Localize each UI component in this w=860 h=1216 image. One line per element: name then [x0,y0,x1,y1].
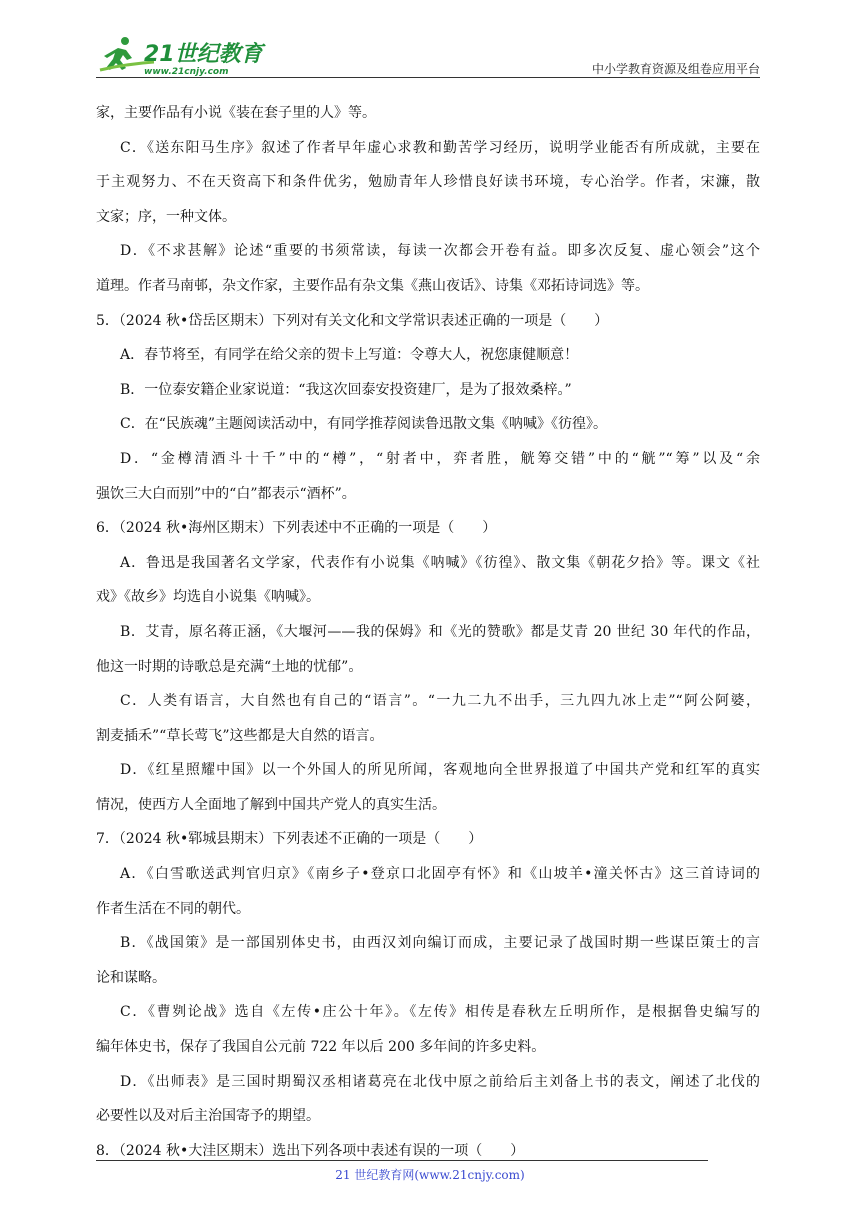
option-c: C．《送东阳马生序》叙述了作者早年虚心求教和勤苦学习经历，说明学业能否有所成就，主要在 [120,139,760,156]
option-b: B．艾青，原名蒋正涵，《大堰河——我的保姆》和《光的赞歌》都是艾青 20 世纪 30 年代的作品， [120,623,760,640]
header-divider [96,77,760,78]
option-b: B．一位泰安籍企业家说道：“我这次回泰安投资建厂，是为了报效桑梓。” [120,381,572,398]
text-line: 文家；序，一种文体。 [96,208,236,225]
question-8: 8．（2024 秋•大洼区期末）选出下列各项中表述有误的一项（ ） [96,1142,525,1159]
text-line: 编年体史书，保存了我国自公元前 722 年以后 200 多年间的许多史料。 [96,1039,546,1056]
question-6: 6．（2024 秋•海州区期末）下列表述中不正确的一项是（ ） [96,520,497,537]
text-line: 割麦插禾”“草长莺飞”这些都是大自然的语言。 [96,727,384,744]
option-d: D．“金樽清酒斗十千”中的“樽”，“射者中，弈者胜，觥筹交错”中的“觥”“筹”以及“余 [120,450,760,467]
option-c: C．人类有语言，大自然也有自己的“语言”。“一九二九不出手，三九四九冰上走”“阿公阿婆， [120,693,760,710]
option-a: A．春节将至，有同学在给父亲的贺卡上写道：令尊大人，祝您康健顺意！ [120,347,579,364]
svg-text:21世纪教育: 21世纪教育 [144,42,263,67]
option-d: D．《红星照耀中国》以一个外国人的所见所闻，客观地向全世界报道了中国共产党和红军的真实 [120,762,760,779]
document-body [96,96,760,1168]
text-line: 论和谋略。 [96,969,166,986]
option-c: C．在“民族魂”主题阅读活动中，有同学推荐阅读鲁迅散文集《呐喊》《彷徨》。 [120,416,608,433]
text-line: 家，主要作品有小说《装在套子里的人》等。 [96,105,376,121]
option-a: A．《白雪歌送武判官归京》《南乡子•登京口北固亭有怀》和《山坡羊•潼关怀古》这三首诗词的 [120,866,760,883]
page-header [96,30,760,80]
option-a: A．鲁迅是我国著名文学家，代表作有小说集《呐喊》《彷徨》、散文集《朝花夕拾》等。课文《社 [120,554,760,571]
option-d: D．《不求甚解》论述“重要的书须常读，每读一次都会开卷有益。即多次反复、虚心领会”这个 [120,243,760,260]
text-line: 道理。作者马南邨，杂文作家，主要作品有杂文集《燕山夜话》、诗集《邓拓诗词选》等。 [96,277,649,294]
text-line: 强饮三大白而别”中的“白”都表示“酒杯”。 [96,485,356,502]
text-line: 必要性以及对后主治国寄予的期望。 [96,1108,320,1125]
page-footer: 21 世纪教育网(www.21cnjy.com) [335,1168,525,1182]
svg-text:www.21cnjy.com: www.21cnjy.com [144,67,229,77]
option-c: C．《曹刿论战》选自《左传•庄公十年》。《左传》相传是春秋左丘明所作，是根据鲁史编写的 [120,1004,760,1021]
footer-divider [96,1160,708,1161]
text-line: 作者生活在不同的朝代。 [96,900,250,917]
text-line: 于主观努力、不在天资高下和条件优劣，勉励青年人珍惜良好读书环境，专心治学。作者，宋濂，散 [96,174,760,191]
text-line: 戏》《故乡》均选自小说集《呐喊》。 [96,589,320,606]
text-line: 情况，使西方人全面地了解到中国共产党人的真实生活。 [96,796,446,813]
option-b: B．《战国策》是一部国别体史书，由西汉刘向编订而成，主要记录了战国时期一些谋臣策士的言 [120,935,760,952]
text-line: 他这一时期的诗歌总是充满“土地的忧郁”。 [96,658,363,675]
option-d: D．《出师表》是三国时期蜀汉丞相诸葛亮在北伐中原之前给后主刘备上书的表文，阐述了北伐的 [120,1073,760,1090]
platform-tagline: 中小学教育资源及组卷应用平台 [591,62,760,76]
question-5: 5．（2024 秋•岱岳区期末）下列对有关文化和文学常识表述正确的一项是（ ） [96,312,609,329]
question-7: 7．（2024 秋•郓城县期末）下列表述不正确的一项是（ ） [96,831,483,848]
site-logo [96,34,266,80]
